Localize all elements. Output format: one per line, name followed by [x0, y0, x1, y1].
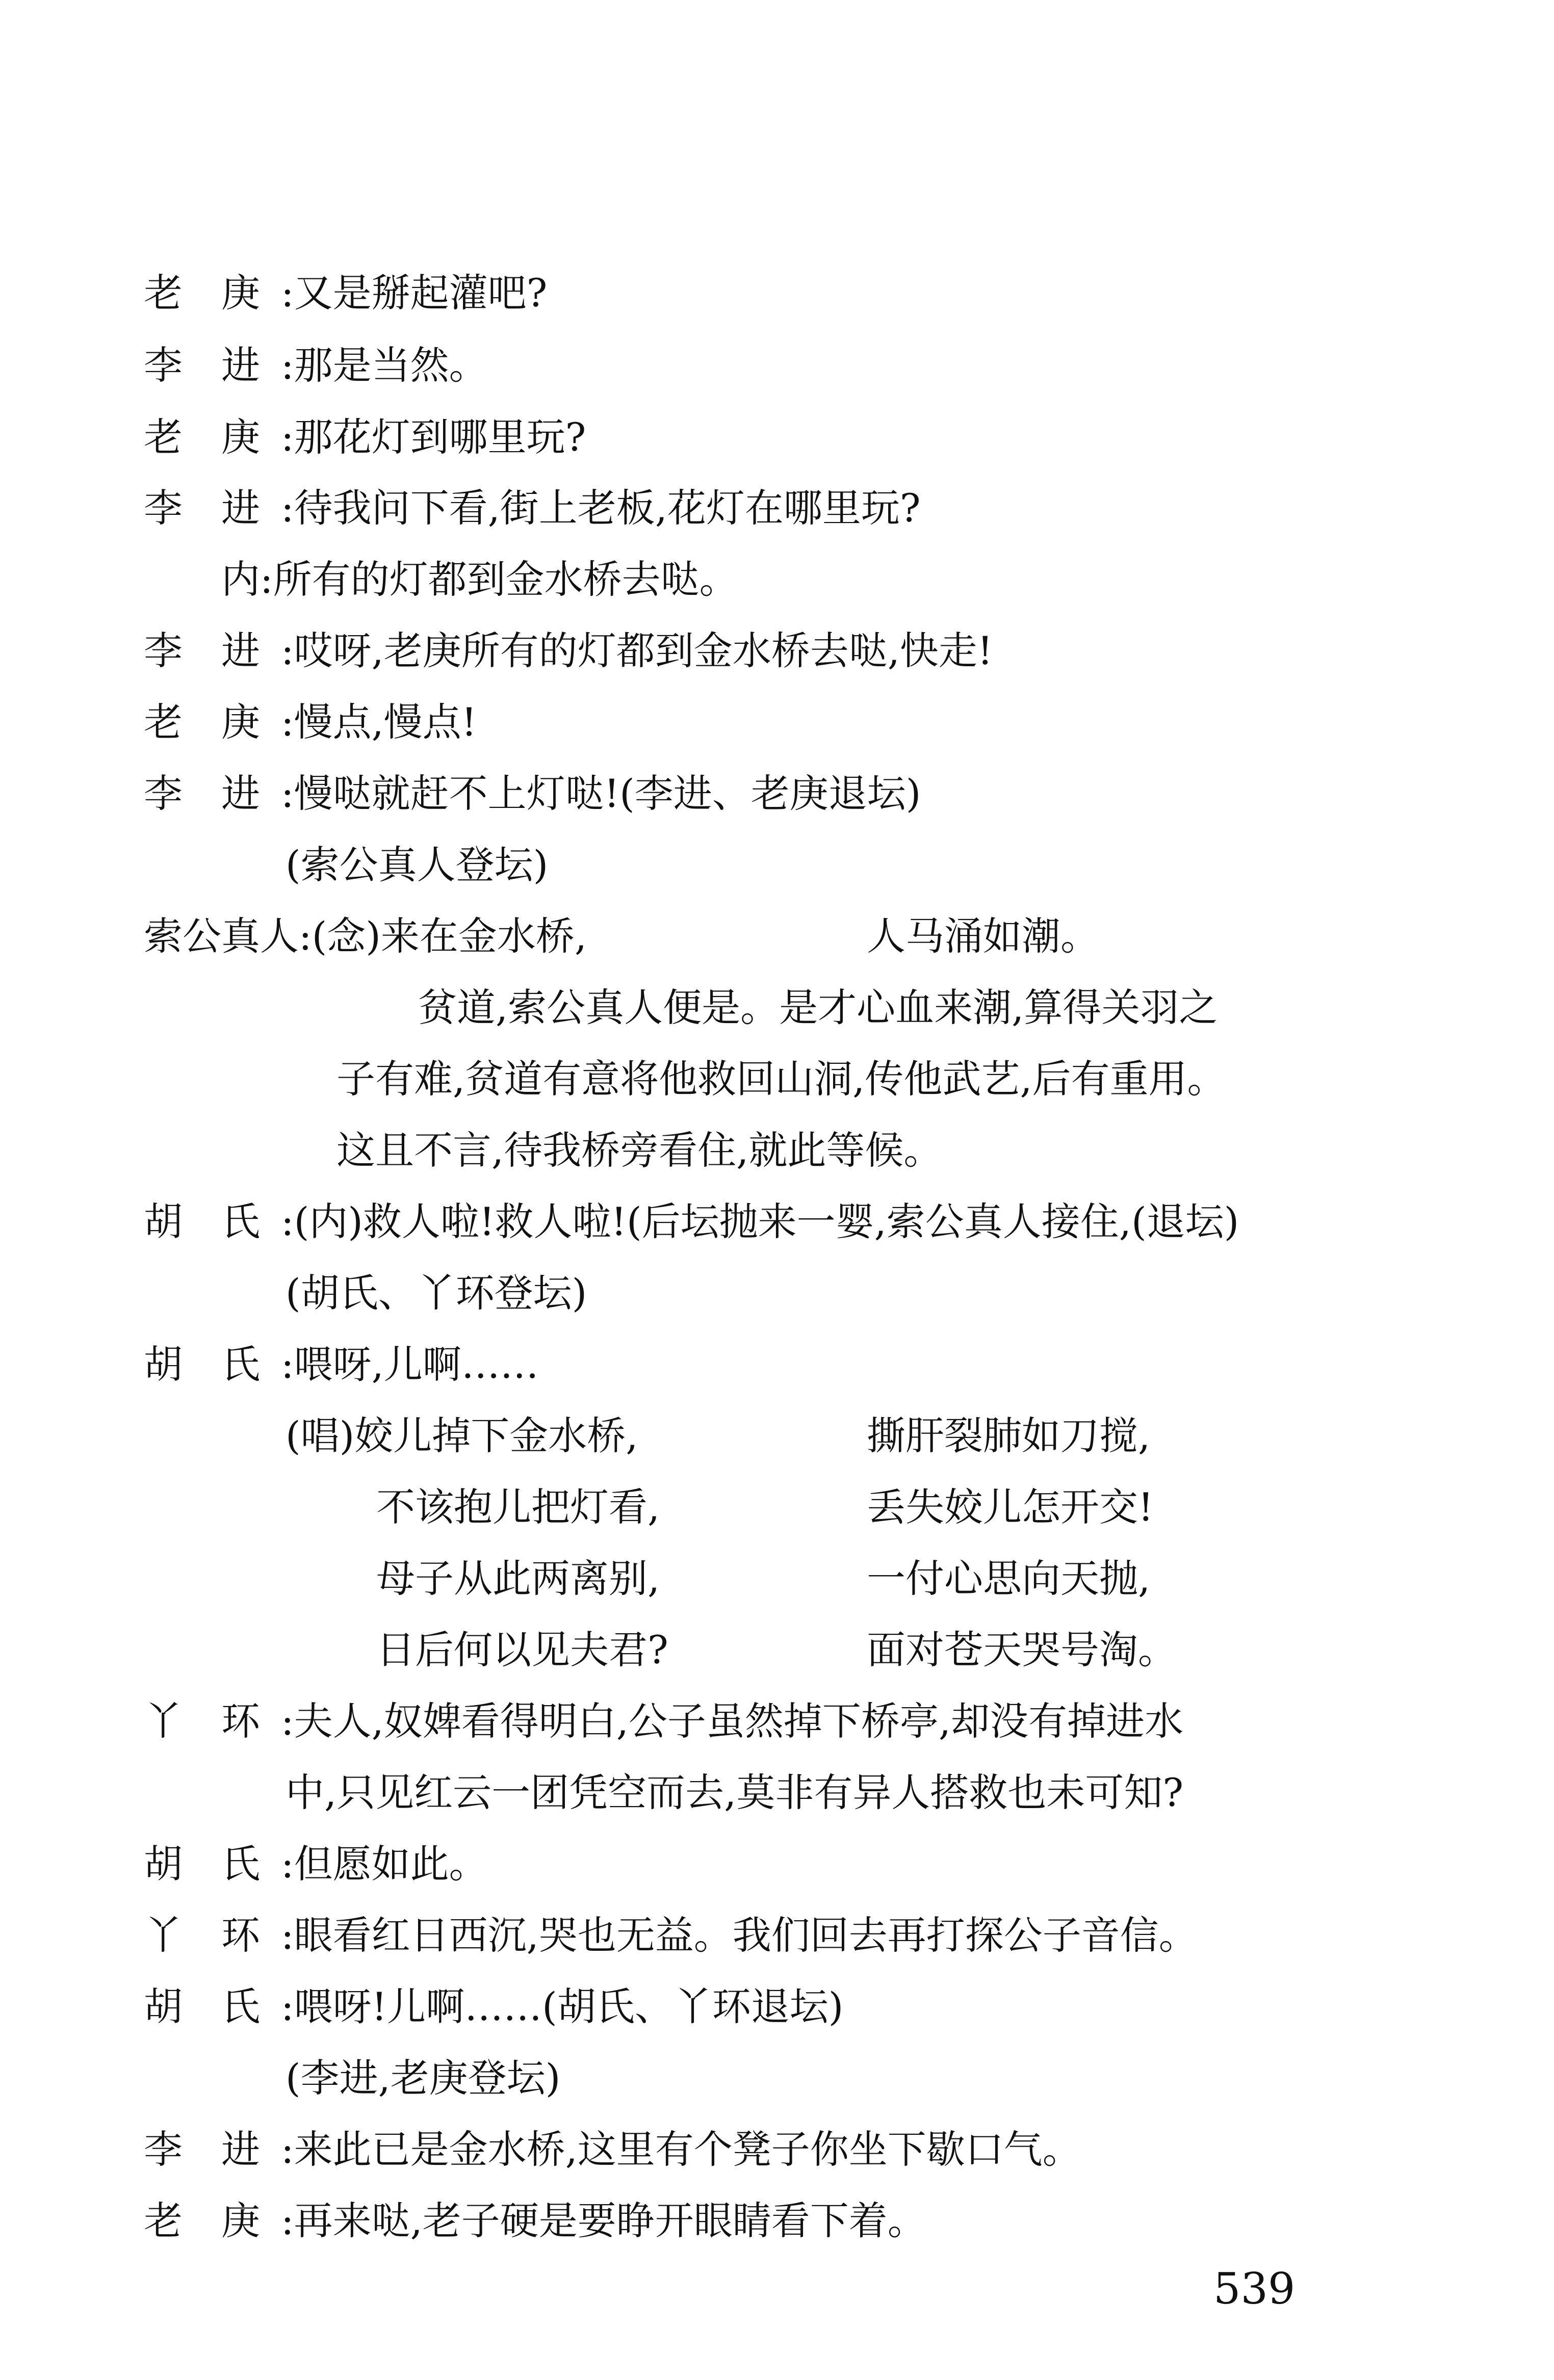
colon: :	[281, 485, 294, 531]
dialogue-text: 夫人,奴婢看得明白,公子虽然掉下桥亭,却没有掉进水	[294, 1698, 1184, 1744]
dialogue-text: 哎呀,老庚所有的灯都到金水桥去哒,快走!	[294, 628, 993, 673]
continuation-line: 这且不言,待我桥旁看住,就此等候。	[336, 1128, 943, 1173]
colon: :	[281, 1342, 294, 1387]
speaker-name: 老 庚	[144, 270, 260, 316]
dialogue-line	[144, 412, 586, 463]
speaker-name: 胡 氏	[144, 1342, 260, 1387]
dialogue-line	[144, 1696, 1183, 1747]
stage-direction: (李进,老庚登坛)	[286, 2055, 561, 2101]
stage-direction: (索公真人登坛)	[286, 842, 549, 887]
colon: :	[281, 1698, 294, 1744]
colon: :	[281, 1199, 294, 1244]
speaker-name: 老 庚	[144, 2198, 260, 2243]
continuation-line: 子有难,贫道有意将他救回山洞,传他武艺,后有重用。	[336, 1056, 1226, 1102]
verse-first-half: 母子从此两离别,	[376, 1556, 660, 1601]
stage-direction: (胡氏、丫环登坛)	[286, 1270, 587, 1316]
speaker-name: 胡 氏	[144, 1841, 260, 1887]
colon: :	[281, 270, 294, 316]
speaker-name: 索公真人	[144, 913, 299, 959]
dialogue-text: 待我问下看,街上老板,花灯在哪里玩?	[294, 485, 921, 531]
dialogue-line	[144, 768, 921, 819]
colon: :	[281, 414, 294, 460]
dialogue-text: 来此已是金水桥,这里有个凳子你坐下歇口气。	[294, 2127, 1081, 2172]
dialogue-text: 那花灯到哪里玩?	[294, 414, 586, 460]
dialogue-text: 慢点,慢点!	[294, 699, 477, 745]
speaker-name: 丫 环	[144, 1698, 260, 1744]
speaker-name: 李 进	[144, 343, 260, 388]
dialogue-line	[144, 1196, 1239, 1247]
dialogue-line	[144, 483, 921, 534]
dialogue-line	[144, 268, 547, 319]
dialogue-text: 喂呀,儿啊……	[294, 1342, 539, 1387]
colon: :	[281, 628, 294, 673]
colon: :	[281, 699, 294, 745]
colon: :	[281, 1841, 294, 1887]
verse-first-half: (唱)姣儿掉下金水桥,	[286, 1413, 638, 1458]
dialogue-line	[144, 697, 477, 748]
dialogue-text: 但愿如此。	[294, 1841, 488, 1887]
colon: :	[281, 2198, 294, 2243]
colon: :	[299, 913, 312, 959]
dialogue-line	[144, 911, 587, 962]
speaker-name: 李 进	[144, 628, 260, 673]
dialogue-line	[144, 1910, 1198, 1961]
dialogue-text: 又是掰起灌吧?	[294, 270, 548, 316]
verse-second-half: 撕肝裂肺如刀搅,	[867, 1413, 1151, 1458]
verse-second-half: 丢失姣儿怎开交!	[867, 1484, 1154, 1530]
verse-second-half: 人马涌如潮。	[867, 913, 1099, 959]
colon: :	[281, 771, 294, 816]
colon: :	[281, 1984, 294, 2029]
colon: :	[281, 1913, 294, 1958]
verse-second-half: 面对苍天哭号淘。	[867, 1627, 1177, 1672]
speaker-name: 李 进	[144, 2127, 260, 2172]
page-number: 539	[1213, 2264, 1296, 2314]
colon: :	[260, 557, 273, 602]
speaker-name: 老 庚	[144, 699, 260, 745]
dialogue-line	[144, 1981, 843, 2032]
speaker-name: 李 进	[144, 485, 260, 531]
dialogue-line	[144, 625, 993, 676]
speaker-name: 丫 环	[144, 1913, 260, 1958]
verse-second-half: 一付心思向天抛,	[867, 1556, 1151, 1601]
dialogue-text: 眼看红日西沉,哭也无益。我们回去再打探公子音信。	[294, 1913, 1198, 1958]
dialogue-text: (内)救人啦!救人啦!(后坛抛来一婴,索公真人接住,(退坛)	[294, 1199, 1239, 1244]
dialogue-line	[144, 1339, 539, 1390]
dialogue-text: 喂呀!儿啊……(胡氏、丫环退坛)	[294, 1984, 844, 2029]
dialogue-text: 慢哒就赶不上灯哒!(李进、老庚退坛)	[294, 771, 921, 816]
dialogue-line	[144, 1839, 488, 1890]
dialogue-line	[144, 340, 488, 391]
verse-first-half: 不该抱儿把灯看,	[376, 1484, 660, 1530]
colon: :	[281, 2127, 294, 2172]
speaker-name: 胡 氏	[144, 1984, 260, 2029]
dialogue-line	[221, 554, 738, 605]
speaker-name: 胡 氏	[144, 1199, 260, 1244]
dialogue-text: 所有的灯都到金水桥去哒。	[273, 557, 738, 602]
dialogue-text: 那是当然。	[294, 343, 488, 388]
speaker-name: 老 庚	[144, 414, 260, 460]
continuation-line: 贫道,索公真人便是。是才心血来潮,算得关羽之	[418, 985, 1218, 1030]
speaker-name: 李 进	[144, 771, 260, 816]
dialogue-line	[144, 2124, 1081, 2175]
verse-first-half: 日后何以见夫君?	[376, 1627, 668, 1672]
speaker-name: 内	[221, 557, 260, 602]
dialogue-text: 再来哒,老子硬是要睁开眼睛看下着。	[294, 2198, 926, 2243]
dialogue-line	[144, 2195, 926, 2246]
dialogue-text: (念)来在金水桥,	[312, 913, 587, 959]
continuation-line: 中,只见红云一团凭空而去,莫非有异人搭救也未可知?	[286, 1770, 1184, 1815]
colon: :	[281, 343, 294, 388]
